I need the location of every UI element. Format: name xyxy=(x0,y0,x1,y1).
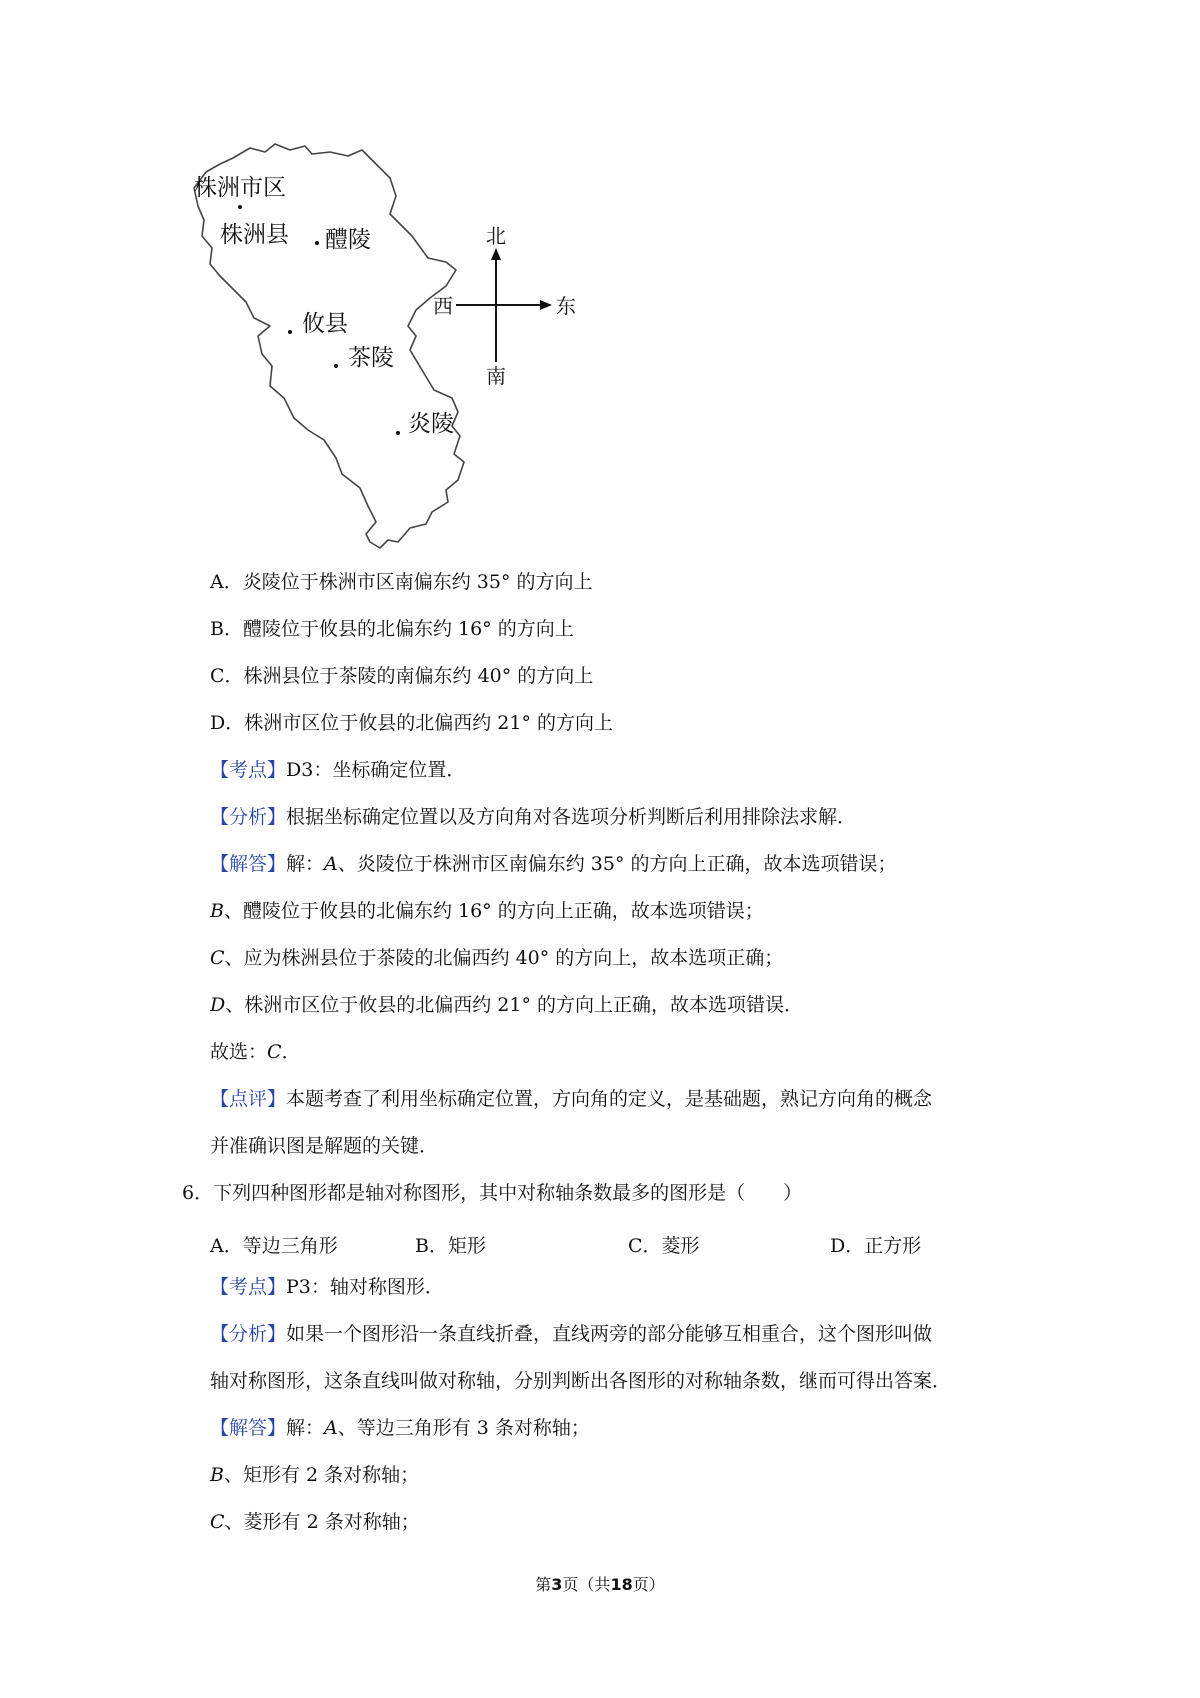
dot-zhuzhou-city xyxy=(238,205,242,209)
solution-text: 、矩形有 2 条对称轴； xyxy=(223,1464,420,1486)
solution-text: 、炎陵位于株洲市区南偏东约 35° 的方向上正确，故本选项错误； xyxy=(337,853,897,875)
compass-west-label: 西 xyxy=(433,294,453,318)
footer-prefix: 第 xyxy=(535,1575,552,1594)
q5-option-c-label: C． xyxy=(210,665,244,687)
jieda-tag: 【解答】 xyxy=(210,853,287,875)
label-chaling: 茶陵 xyxy=(348,345,394,371)
q6-option-a xyxy=(210,1231,338,1258)
fenxi-tag: 【分析】 xyxy=(210,1323,287,1345)
jieda-intro: 解： xyxy=(286,1417,325,1439)
map-svg xyxy=(190,140,640,560)
map-outline xyxy=(194,144,464,548)
q5-fenxi xyxy=(210,808,856,827)
q6-fenxi-cont xyxy=(210,1372,951,1391)
q5-jieda xyxy=(210,855,897,874)
q6-option-b xyxy=(415,1231,486,1258)
compass-east-label: 东 xyxy=(556,294,576,318)
label-liling: 醴陵 xyxy=(325,227,371,253)
q5-dianping xyxy=(210,1090,932,1109)
q6-kaodian xyxy=(210,1278,444,1297)
q5-option-b-text: 醴陵位于攸县的北偏东约 16° 的方向上 xyxy=(242,618,574,640)
dot-yanling xyxy=(396,431,400,435)
q6-option-b-text: 矩形 xyxy=(447,1235,486,1257)
q5-option-c xyxy=(210,667,593,686)
q5-answer xyxy=(210,1043,301,1062)
dianping-text: 本题考查了利用坐标确定位置，方向角的定义，是基础题，熟记方向角的概念 xyxy=(286,1088,933,1110)
q5-option-a-text: 炎陵位于株洲市区南偏东约 35° 的方向上 xyxy=(242,571,593,593)
q6-option-c-text: 菱形 xyxy=(661,1235,700,1257)
q6-solution-b xyxy=(210,1466,419,1485)
q6-option-d-text: 正方形 xyxy=(864,1235,922,1257)
q6-solution-c xyxy=(210,1513,420,1532)
q6-stem xyxy=(182,1184,802,1203)
dianping-text: 并准确识图是解题的关键． xyxy=(210,1135,439,1157)
jieda-tag: 【解答】 xyxy=(210,1417,287,1439)
solution-text: 、应为株洲县位于茶陵的北偏西约 40° 的方向上，故本选项正确； xyxy=(224,947,784,969)
solution-text: 、菱形有 2 条对称轴； xyxy=(224,1511,420,1533)
solution-letter: A xyxy=(324,1417,338,1439)
label-yanling: 炎陵 xyxy=(408,411,454,437)
q5-option-d-label: D． xyxy=(210,712,245,734)
solution-text: 、株洲市区位于攸县的北偏西约 21° 的方向上正确，故本选项错误． xyxy=(225,994,803,1016)
label-youxian: 攸县 xyxy=(302,311,348,337)
q5-option-b xyxy=(210,620,574,639)
q6-stem-text: 6．下列四种图形都是轴对称图形，其中对称轴条数最多的图形是（ ） xyxy=(182,1182,803,1204)
solution-letter: D xyxy=(210,994,226,1016)
footer-total-pages: 18 xyxy=(610,1575,633,1594)
fenxi-tag: 【分析】 xyxy=(210,806,287,828)
q5-dianping-cont xyxy=(210,1137,438,1156)
kaodian-tag: 【考点】 xyxy=(210,1276,287,1298)
answer-suffix: ． xyxy=(281,1041,301,1063)
kaodian-text: D3：坐标确定位置． xyxy=(286,759,466,781)
answer-prefix: 故选： xyxy=(210,1041,268,1063)
q5-solution-d xyxy=(210,996,803,1015)
solution-letter: C xyxy=(210,1511,225,1533)
footer-mid: 页（共 xyxy=(562,1575,611,1594)
compass-north-label: 北 xyxy=(486,224,506,248)
solution-letter: C xyxy=(210,947,225,969)
footer-suffix: 页） xyxy=(632,1575,665,1594)
q5-option-a xyxy=(210,573,593,592)
kaodian-tag: 【考点】 xyxy=(210,759,287,781)
footer-page-number: 3 xyxy=(551,1575,563,1594)
q5-kaodian xyxy=(210,761,465,780)
q5-option-c-text: 株洲县位于茶陵的南偏东约 40° 的方向上 xyxy=(243,665,594,687)
kaodian-text: P3：轴对称图形． xyxy=(286,1276,444,1298)
solution-text: 、醴陵位于攸县的北偏东约 16° 的方向上正确，故本选项错误； xyxy=(223,900,764,922)
q6-option-a-label: A． xyxy=(210,1235,243,1257)
q6-option-d-label: D． xyxy=(830,1235,865,1257)
solution-letter: B xyxy=(210,1464,224,1486)
dot-youxian xyxy=(288,330,292,334)
q5-solution-b xyxy=(210,902,764,921)
label-zhuzhou-city: 株洲市区 xyxy=(194,175,286,201)
page-footer xyxy=(0,1572,1200,1595)
east-arrow-icon xyxy=(540,300,552,310)
q6-fenxi xyxy=(210,1325,932,1344)
q6-option-b-label: B． xyxy=(415,1235,448,1257)
q5-option-b-label: B． xyxy=(210,618,243,640)
q6-option-c xyxy=(628,1231,700,1258)
dot-chaling xyxy=(334,364,338,368)
q5-solution-c xyxy=(210,949,783,968)
q5-option-a-label: A． xyxy=(210,571,243,593)
dianping-tag: 【点评】 xyxy=(210,1088,287,1110)
solution-letter: B xyxy=(210,900,224,922)
fenxi-text: 如果一个图形沿一条直线折叠，直线两旁的部分能够互相重合，这个图形叫做 xyxy=(286,1323,933,1345)
jieda-intro: 解： xyxy=(286,853,325,875)
q6-jieda xyxy=(210,1419,590,1438)
north-arrow-icon xyxy=(491,248,501,260)
dot-liling xyxy=(315,241,319,245)
compass-south-label: 南 xyxy=(486,364,506,388)
fenxi-text: 轴对称图形，这条直线叫做对称轴，分别判断出各图形的对称轴条数，继而可得出答案． xyxy=(210,1370,952,1392)
answer-letter: C xyxy=(267,1041,282,1063)
solution-letter: A xyxy=(324,853,338,875)
fenxi-text: 根据坐标确定位置以及方向角对各选项分析判断后利用排除法求解． xyxy=(286,806,857,828)
label-zhuzhou-county: 株洲县 xyxy=(220,222,289,248)
solution-text: 、等边三角形有 3 条对称轴； xyxy=(337,1417,590,1439)
q6-option-c-label: C． xyxy=(628,1235,662,1257)
q5-option-d-text: 株洲市区位于攸县的北偏西约 21° 的方向上 xyxy=(244,712,613,734)
q5-option-d xyxy=(210,714,613,733)
map-figure xyxy=(190,140,640,560)
q6-option-a-text: 等边三角形 xyxy=(242,1235,338,1257)
q6-option-d xyxy=(830,1231,921,1258)
